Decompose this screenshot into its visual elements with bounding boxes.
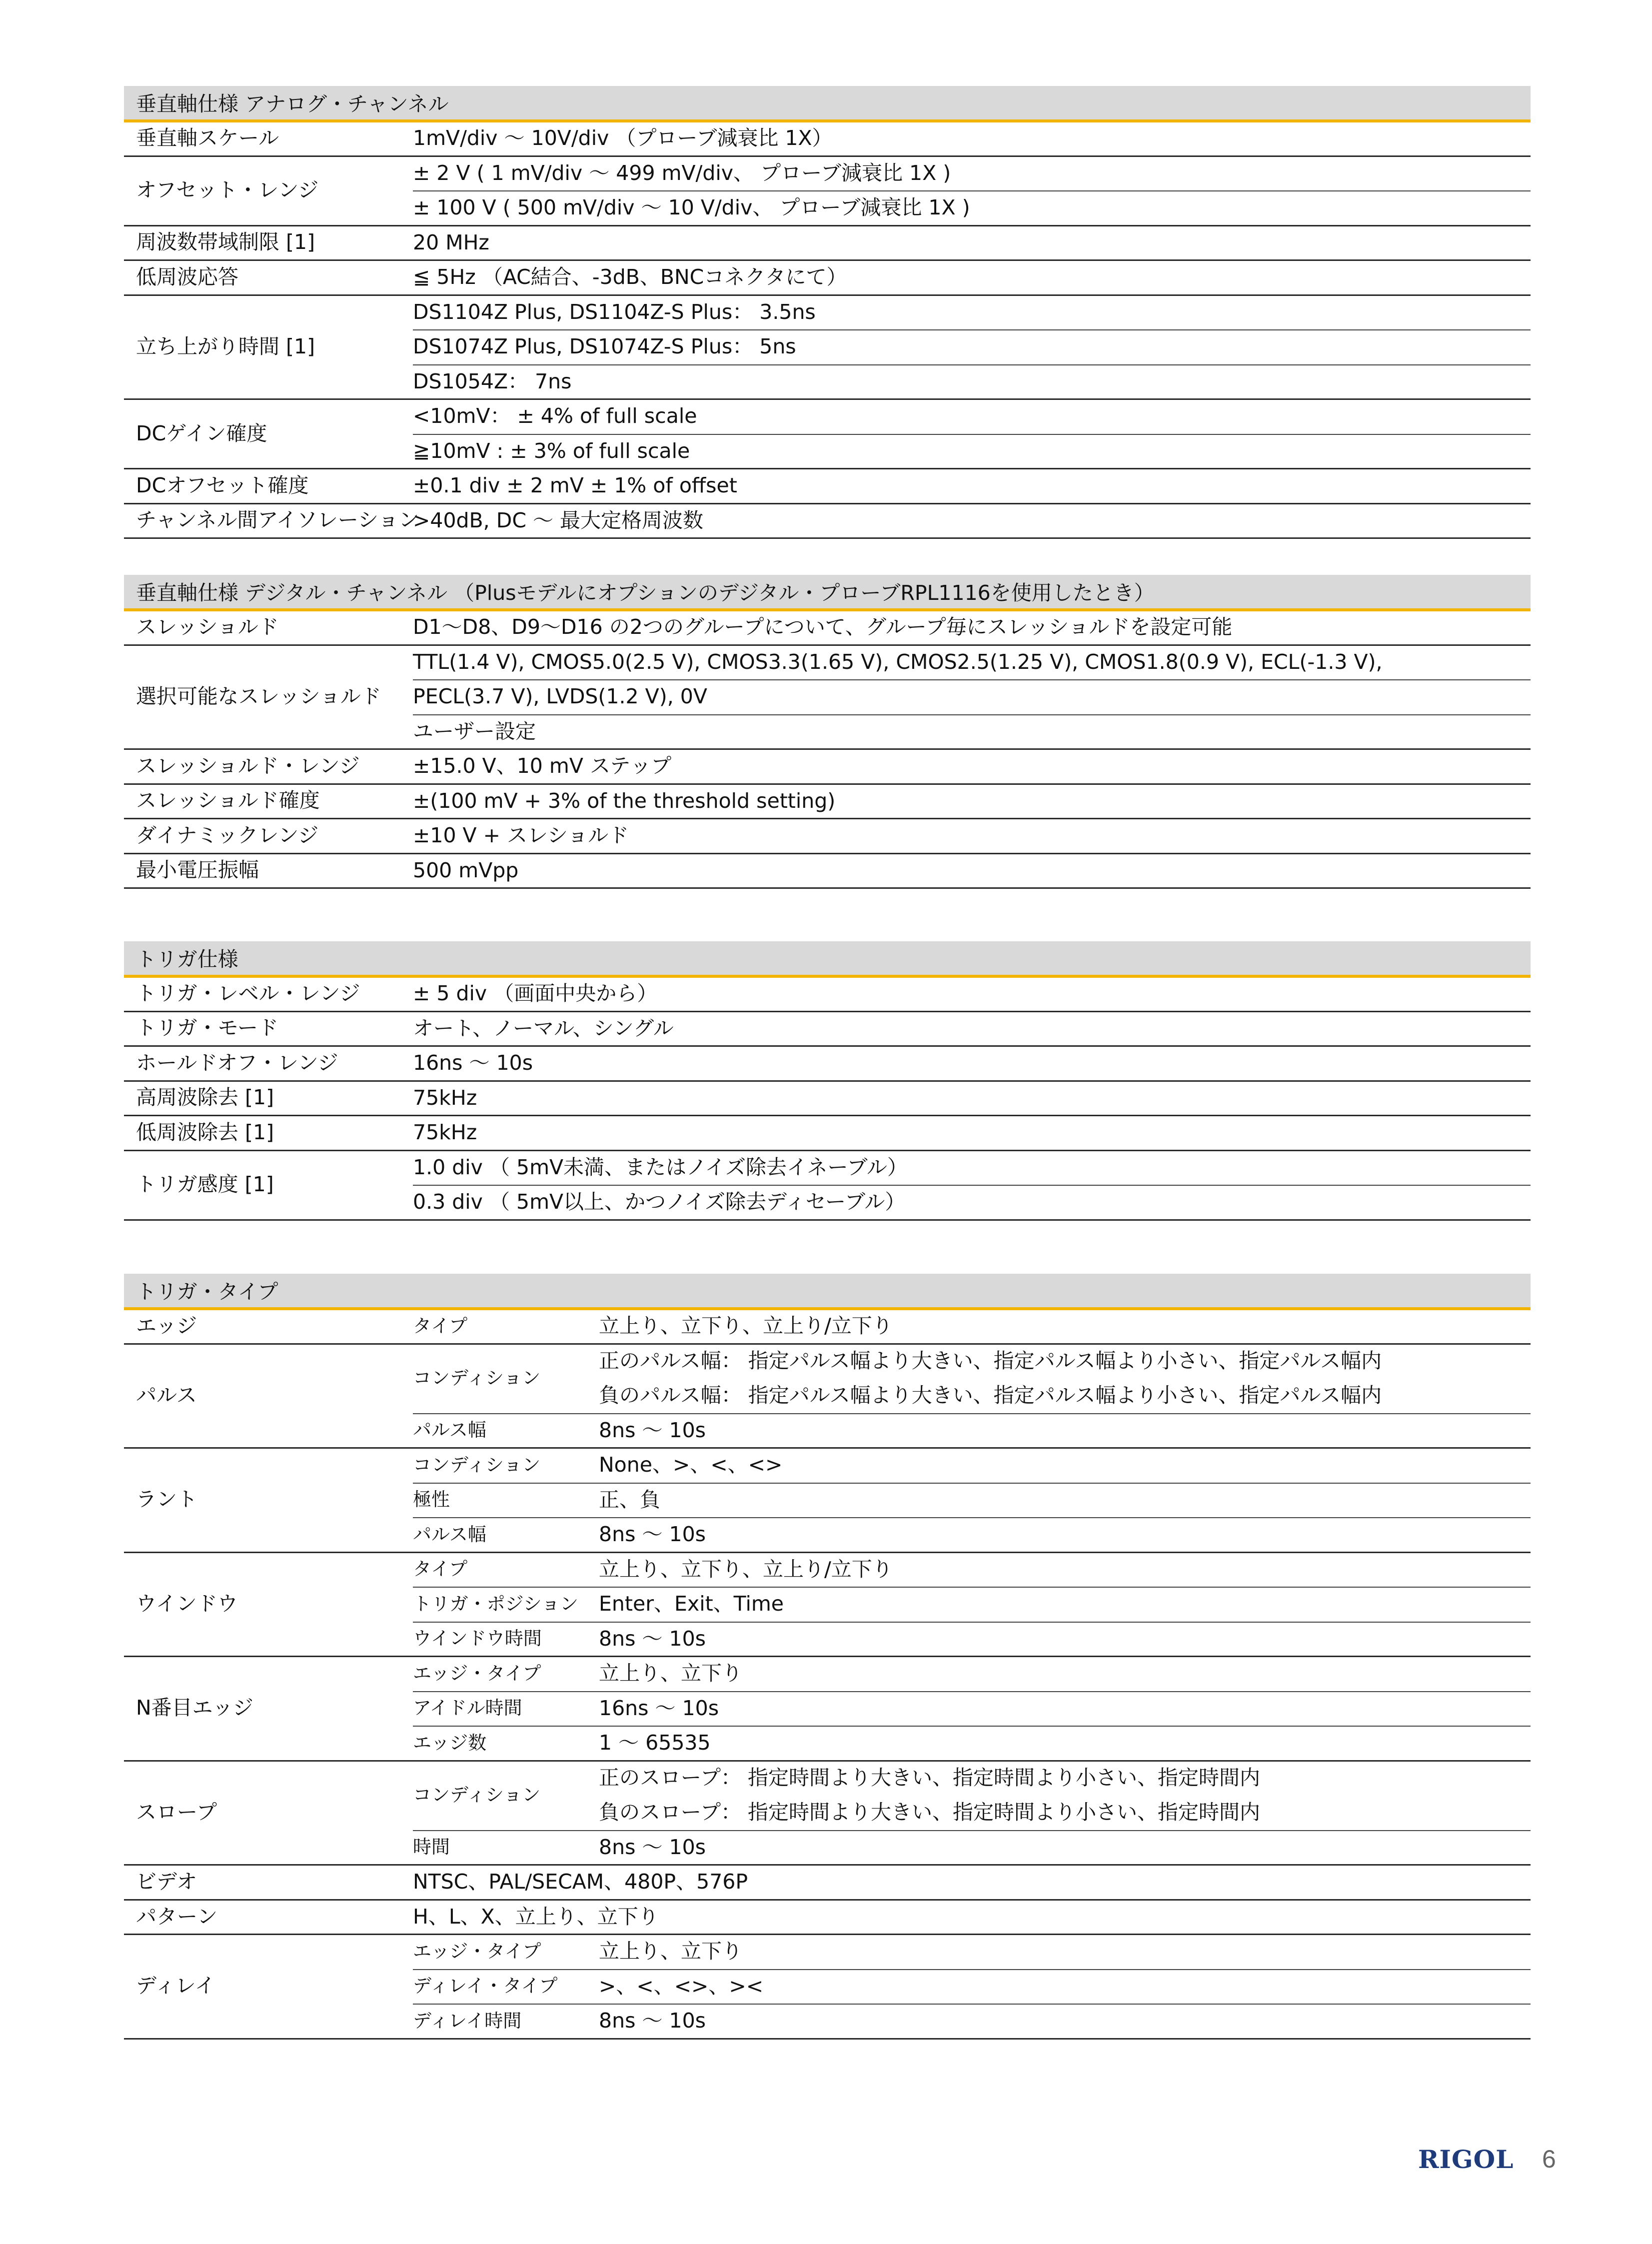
- trigger-type-label: スロープ: [136, 1800, 217, 1824]
- spec-value: 75kHz: [413, 1120, 477, 1144]
- row-divider: [124, 818, 1531, 819]
- sub-row-divider: [413, 1587, 1531, 1588]
- section-title-bg: [124, 1274, 1531, 1309]
- trigger-subparam-value: 8ns ～ 10s: [599, 1835, 706, 1859]
- spec-value: 20 MHz: [413, 230, 489, 254]
- spec-label: トリガ・レベル・レンジ: [136, 981, 360, 1005]
- trigger-type-label: ラント: [136, 1487, 197, 1512]
- trigger-subparam-value: 負のパルス幅： 指定パルス幅より大きい、指定パルス幅より小さい、指定パルス幅内: [599, 1383, 1382, 1407]
- spec-value: ≧10mV : ± 3% of full scale: [413, 438, 690, 463]
- spec-value: ± 5 div （画面中央から）: [413, 981, 658, 1005]
- sub-row-divider: [413, 1969, 1531, 1970]
- row-divider: [124, 1150, 1531, 1151]
- trigger-subparam-label: 時間: [413, 1836, 450, 1858]
- row-divider: [124, 1656, 1531, 1657]
- spec-value: DS1074Z Plus, DS1074Z-S Plus： 5ns: [413, 334, 796, 358]
- trigger-type-label: ディレイ: [136, 1974, 215, 1998]
- trigger-type-label: ウインドウ: [136, 1591, 238, 1616]
- trigger-type-value: NTSC、PAL/SECAM、480P、576P: [413, 1870, 748, 1894]
- spec-label: 高周波除去 [1]: [136, 1085, 274, 1110]
- spec-label: スレッショルド確度: [136, 788, 320, 813]
- trigger-type-label: エッジ: [136, 1313, 197, 1338]
- row-subdivider: [413, 190, 1531, 191]
- row-divider: [124, 2038, 1531, 2040]
- row-divider: [124, 1864, 1531, 1866]
- trigger-subparam-value: 16ns ～ 10s: [599, 1696, 719, 1720]
- trigger-subparam-value: Enter、Exit、Time: [599, 1592, 784, 1616]
- sub-row-divider: [413, 1413, 1531, 1414]
- section-title-underline: [124, 119, 1531, 122]
- row-divider: [124, 225, 1531, 226]
- row-divider: [124, 783, 1531, 785]
- row-divider: [124, 294, 1531, 296]
- sub-row-divider: [413, 1622, 1531, 1623]
- spec-value: <10mV： ± 4% of full scale: [413, 404, 697, 428]
- row-divider: [124, 1115, 1531, 1116]
- trigger-subparam-label: アイドル時間: [413, 1697, 522, 1719]
- spec-value: TTL(1.4 V), CMOS5.0(2.5 V), CMOS3.3(1.65 V), CMOS2.5(1.25 V), CMOS1.8(0.9 V), ECL(-1.3 V),: [413, 649, 1383, 674]
- trigger-subparam-value: 8ns ～ 10s: [599, 1626, 706, 1651]
- spec-value: 16ns ～ 10s: [413, 1051, 533, 1075]
- trigger-subparam-value: 負のスロープ： 指定時間より大きい、指定時間より小さい、指定時間内: [599, 1800, 1260, 1824]
- trigger-subparam-value: 8ns ～ 10s: [599, 2009, 706, 2033]
- trigger-subparam-label: タイプ: [413, 1558, 468, 1580]
- trigger-subparam-label: エッジ数: [413, 1732, 487, 1754]
- spec-value: ± 2 V ( 1 mV/div ～ 499 mV/div、 プローブ減衰比 1X ): [413, 160, 951, 185]
- spec-label: 低周波除去 [1]: [136, 1120, 274, 1144]
- section-title: 垂直軸仕様 アナログ・チャンネル: [136, 92, 449, 116]
- spec-value: ±15.0 V、10 mV ステップ: [413, 754, 672, 778]
- spec-value: PECL(3.7 V), LVDS(1.2 V), 0V: [413, 684, 707, 708]
- row-subdivider: [413, 329, 1531, 330]
- trigger-subparam-value: 立上り、立下り: [599, 1939, 742, 1963]
- spec-value: ±0.1 div ± 2 mV ± 1% of offset: [413, 473, 737, 497]
- spec-label: DCオフセット確度: [136, 473, 309, 497]
- spec-label: 選択可能なスレッショルド: [136, 684, 381, 708]
- sub-row-divider: [413, 1483, 1531, 1484]
- trigger-subparam-label: コンディション: [413, 1367, 541, 1389]
- row-divider: [124, 1343, 1531, 1345]
- section-title: 垂直軸仕様 デジタル・チャンネル （Plusモデルにオプションのデジタル・プローブRPL1116を使用したとき）: [136, 581, 1155, 605]
- sub-row-divider: [413, 1691, 1531, 1692]
- spec-value: D1～D8、D9～D16 の2つのグループについて、グループ毎にスレッショルドを設定可能: [413, 615, 1233, 639]
- row-divider: [124, 1934, 1531, 1935]
- trigger-subparam-value: 1 ～ 65535: [599, 1731, 711, 1755]
- trigger-type-label: ビデオ: [136, 1870, 197, 1894]
- row-divider: [124, 398, 1531, 400]
- row-divider: [124, 537, 1531, 539]
- trigger-subparam-label: パルス幅: [413, 1419, 486, 1441]
- trigger-subparam-label: トリガ・ポジション: [413, 1593, 578, 1615]
- trigger-subparam-value: 8ns ～ 10s: [599, 1522, 706, 1546]
- spec-label: 立ち上がり時間 [1]: [136, 334, 315, 358]
- trigger-subparam-label: 極性: [413, 1489, 450, 1511]
- spec-value: ±(100 mV + 3% of the threshold setting): [413, 788, 836, 813]
- row-divider: [124, 1219, 1531, 1221]
- trigger-subparam-value: 立上り、立下り、立上り/立下り: [599, 1314, 893, 1338]
- section-title: トリガ仕様: [136, 947, 238, 971]
- row-divider: [124, 1447, 1531, 1449]
- spec-value: 500 mVpp: [413, 858, 519, 882]
- spec-value: ± 100 V ( 500 mV/div ～ 10 V/div、 プローブ減衰比 1X ): [413, 195, 970, 219]
- spec-label: 最小電圧振幅: [136, 858, 259, 882]
- trigger-subparam-label: ウインドウ時間: [413, 1628, 542, 1650]
- section-title-underline: [124, 975, 1531, 978]
- trigger-subparam-value: 正のパルス幅： 指定パルス幅より大きい、指定パルス幅より小さい、指定パルス幅内: [599, 1348, 1382, 1373]
- row-divider: [124, 1760, 1531, 1762]
- section-title-underline: [124, 608, 1531, 611]
- spec-value: DS1054Z： 7ns: [413, 369, 572, 393]
- row-divider: [124, 748, 1531, 750]
- rigol-logo: RIGOL: [1418, 2145, 1514, 2174]
- trigger-subparam-label: エッジ・タイプ: [413, 1662, 541, 1684]
- spec-value: 1mV/div ～ 10V/div （プローブ減衰比 1X）: [413, 126, 833, 150]
- trigger-subparam-value: 立上り、立下り、立上り/立下り: [599, 1557, 893, 1581]
- spec-label: トリガ・モード: [136, 1016, 278, 1040]
- row-subdivider: [413, 1185, 1531, 1186]
- row-divider: [124, 644, 1531, 646]
- row-divider: [124, 1045, 1531, 1047]
- trigger-subparam-label: コンディション: [413, 1454, 541, 1476]
- section-title-underline: [124, 1307, 1531, 1310]
- spec-label: スレッショルド・レンジ: [136, 753, 360, 778]
- spec-value: オート、ノーマル、シングル: [413, 1016, 674, 1040]
- trigger-subparam-value: 正、負: [599, 1487, 660, 1512]
- spec-value: ±10 V + スレショルド: [413, 823, 629, 847]
- row-divider: [124, 155, 1531, 157]
- spec-label: ホールドオフ・レンジ: [136, 1050, 338, 1075]
- row-divider: [124, 887, 1531, 889]
- sub-row-divider: [413, 1517, 1531, 1518]
- spec-value: ユーザー設定: [413, 719, 536, 743]
- trigger-subparam-value: >、<、<>、><: [599, 1974, 764, 1998]
- spec-label: スレッショルド: [136, 614, 279, 639]
- page-number: 6: [1542, 2145, 1556, 2173]
- row-subdivider: [413, 714, 1531, 715]
- section-title: トリガ・タイプ: [136, 1280, 278, 1304]
- spec-label: 垂直軸スケール: [136, 125, 279, 150]
- spec-value: 75kHz: [413, 1085, 477, 1110]
- trigger-type-label: パルス: [136, 1383, 197, 1407]
- trigger-subparam-value: 8ns ～ 10s: [599, 1418, 706, 1442]
- sub-row-divider: [413, 1830, 1531, 1831]
- row-divider: [124, 1552, 1531, 1553]
- row-subdivider: [413, 434, 1531, 435]
- row-divider: [124, 853, 1531, 854]
- trigger-subparam-value: None、>、<、<>: [599, 1453, 783, 1477]
- spec-label: ダイナミックレンジ: [136, 823, 319, 847]
- spec-value: 0.3 div （ 5mV以上、かつノイズ除去ディセーブル）: [413, 1190, 906, 1214]
- trigger-subparam-value: 立上り、立下り: [599, 1661, 742, 1685]
- sub-row-divider: [413, 1726, 1531, 1727]
- trigger-subparam-label: ディレイ時間: [413, 2010, 522, 2032]
- trigger-type-label: パターン: [136, 1904, 218, 1929]
- row-subdivider: [413, 364, 1531, 365]
- trigger-subparam-value: 正のスロープ： 指定時間より大きい、指定時間より小さい、指定時間内: [599, 1765, 1260, 1790]
- spec-label: オフセット・レンジ: [136, 178, 319, 202]
- spec-value: >40dB, DC ～ 最大定格周波数: [413, 508, 704, 532]
- trigger-subparam-label: ディレイ・タイプ: [413, 1975, 558, 1997]
- spec-value: DS1104Z Plus, DS1104Z-S Plus： 3.5ns: [413, 299, 816, 324]
- spec-label: 低周波応答: [136, 264, 238, 289]
- section-title-bg: [124, 941, 1531, 976]
- spec-label: 周波数帯域制限 [1]: [136, 230, 315, 254]
- row-divider: [124, 1011, 1531, 1012]
- row-divider: [124, 1080, 1531, 1082]
- row-divider: [124, 1899, 1531, 1901]
- spec-value: 1.0 div （ 5mV未満、またはノイズ除去イネーブル）: [413, 1155, 908, 1179]
- row-subdivider: [413, 679, 1531, 680]
- row-divider: [124, 503, 1531, 504]
- row-divider: [124, 468, 1531, 469]
- sub-row-divider: [413, 2004, 1531, 2005]
- spec-value: ≦ 5Hz （AC結合、-3dB、BNCコネクタにて）: [413, 265, 847, 289]
- trigger-subparam-label: タイプ: [413, 1315, 468, 1337]
- spec-label: DCゲイン確度: [136, 421, 267, 445]
- trigger-type-label: N番目エッジ: [136, 1696, 253, 1720]
- trigger-subparam-label: パルス幅: [413, 1523, 486, 1545]
- trigger-type-value: H、L、X、立上り、立下り: [413, 1904, 659, 1929]
- trigger-subparam-label: エッジ・タイプ: [413, 1940, 541, 1962]
- trigger-subparam-label: コンディション: [413, 1784, 541, 1806]
- spec-label: チャンネル間アイソレーション: [136, 508, 419, 532]
- spec-label: トリガ感度 [1]: [136, 1172, 274, 1196]
- row-divider: [124, 259, 1531, 261]
